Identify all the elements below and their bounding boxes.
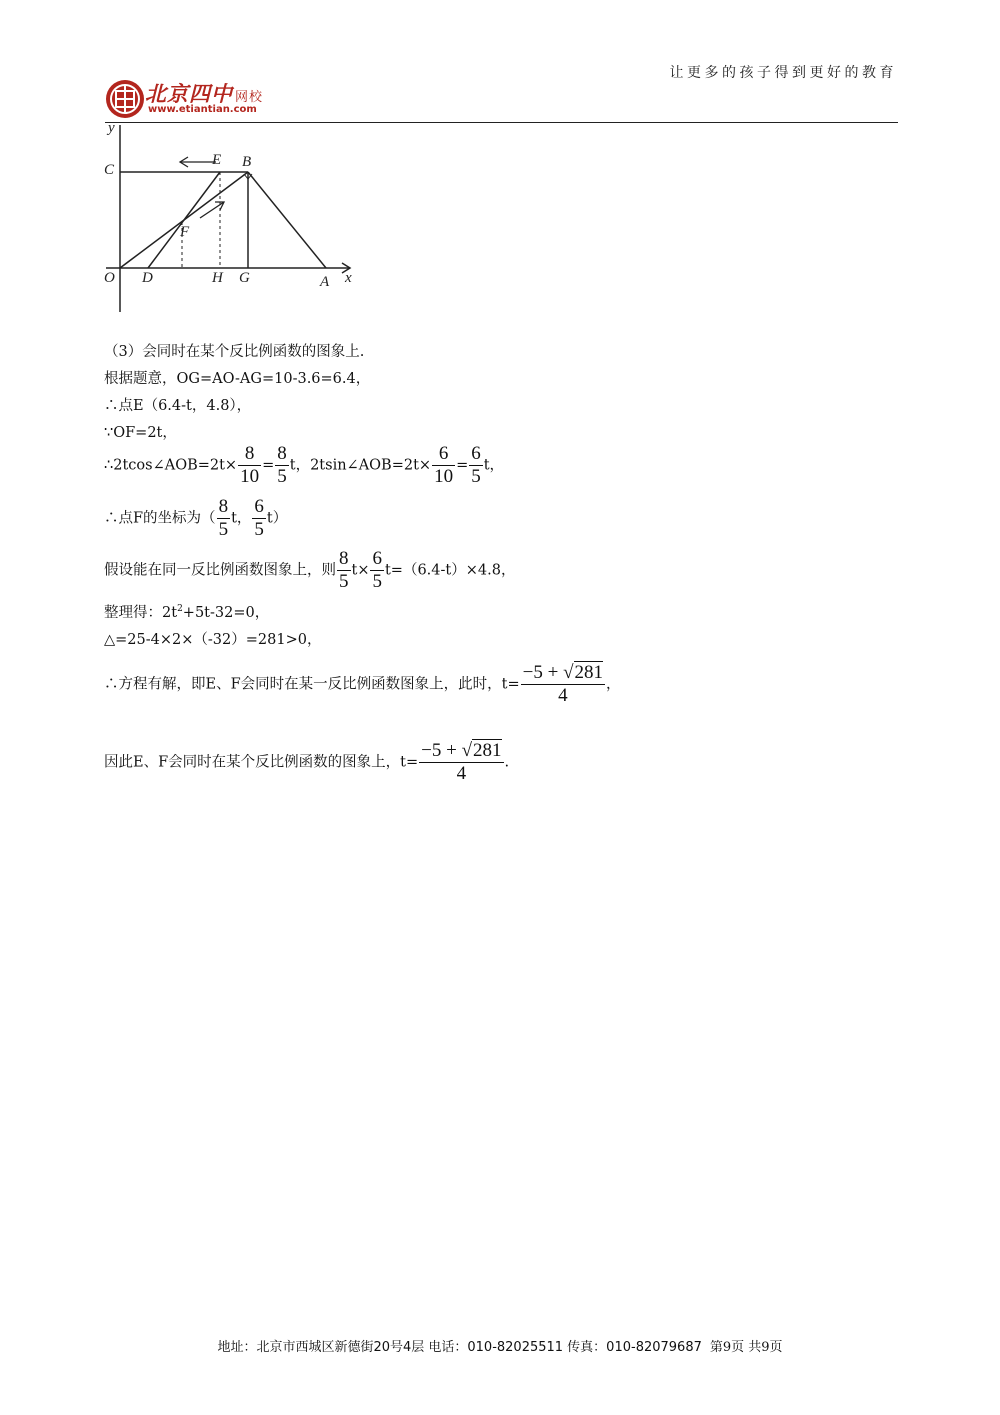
solution-line-3: ∴点E（6.4-t，4.8）， — [104, 398, 252, 414]
solution-line-11: 因此E、F会同时在某个反比例函数的图象上，t= $\frac{-5 + √281}{4}$ . — [104, 740, 510, 784]
label-f: F — [180, 224, 190, 240]
logo-wordmark: 北京四中 网校 — [145, 81, 264, 106]
footer-address: 地址：北京市西城区新德街20号4层 电话：010-82025511 传真：010-82079687 — [217, 1340, 702, 1355]
label-y: y — [108, 122, 115, 136]
solution-line-2: 根据题意，OG=AO-AG=10-3.6=6.4， — [104, 371, 371, 387]
solution-line-5: ∴2tcos∠AOB=2t× $\frac{8}{10}$ = $\frac{8}{5}$ t，2tsin∠AOB=2t× $\frac{6}{10}$ = $\frac{6}{5}$ t， — [104, 443, 505, 487]
segment-de — [148, 172, 220, 268]
label-g: G — [239, 270, 250, 286]
label-e: E — [212, 152, 222, 168]
segment-ba — [248, 172, 326, 268]
solution-line-9: △=25-4×2×（-32）=281>0， — [104, 632, 322, 648]
header-slogan: 让更多的孩子得到更好的教育 — [669, 65, 897, 81]
label-a: A — [320, 274, 330, 290]
sqrt-icon: √ — [563, 662, 574, 683]
solution-line-8: 整理得：$2t^2+5t-32=0$， — [104, 604, 270, 621]
solution-line-4: ∵OF=2t， — [104, 425, 177, 441]
geometry-figure — [98, 122, 360, 317]
label-h: H — [212, 270, 223, 286]
solution-line-1: （3）会同时在某个反比例函数的图象上. — [104, 344, 365, 360]
label-d: D — [142, 270, 153, 286]
page-number: 第9页 共9页 — [709, 1340, 783, 1355]
solution-line-7: 假设能在同一反比例函数图象上，则 $\frac{8}{5}$ t× $\frac{6}{5}$ t=（6.4-t）×4.8， — [104, 548, 516, 592]
solution-line-10: ∴方程有解，即E、F会同时在某一反比例函数图象上，此时，t= $\frac{-5 + √281}{4}$ ， — [104, 662, 621, 706]
logo-url: www.etiantian.com — [148, 104, 257, 115]
label-b: B — [242, 154, 252, 170]
page-footer — [0, 1336, 1000, 1355]
sqrt-icon: √ — [461, 740, 472, 761]
label-o: O — [104, 270, 115, 286]
label-x: x — [345, 270, 352, 286]
solution-line-6: ∴点F的坐标为（ $\frac{8}{5}$ t， $\frac{6}{5}$ t） — [104, 496, 288, 540]
label-c: C — [104, 162, 115, 178]
